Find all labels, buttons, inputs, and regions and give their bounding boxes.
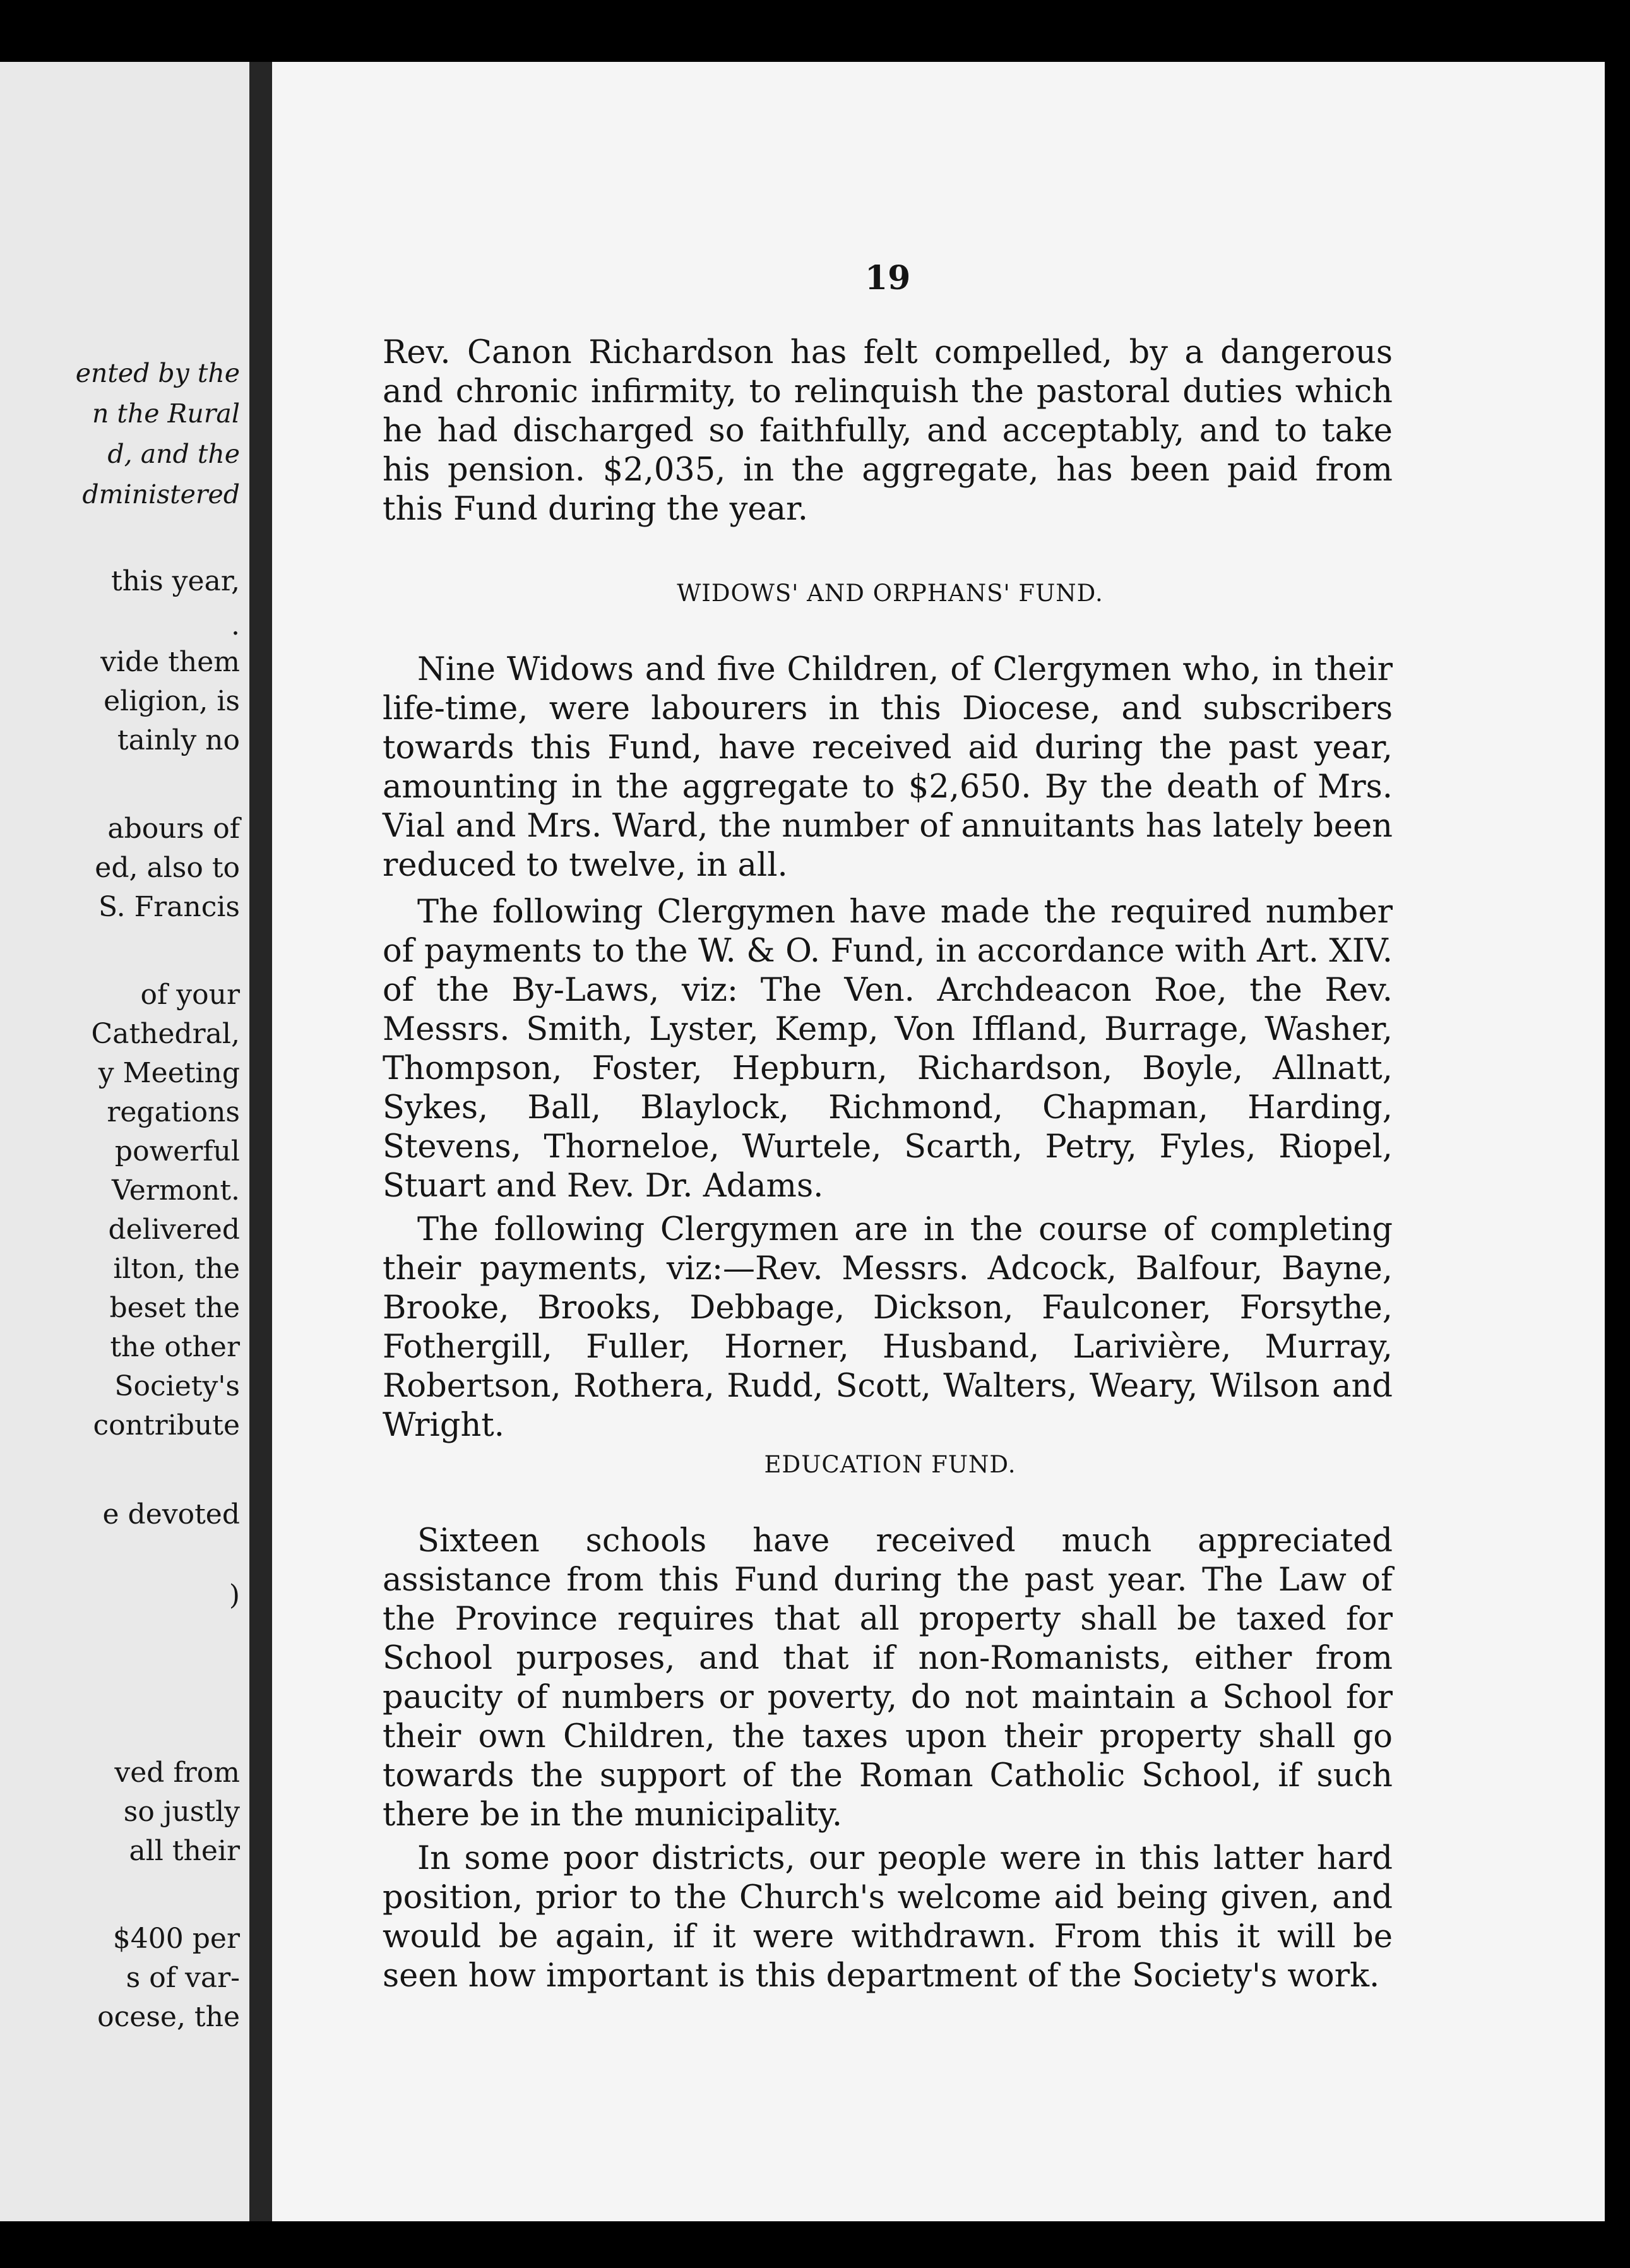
left-page-line: d, and the	[107, 439, 240, 469]
left-page-line: ented by the	[75, 358, 240, 388]
left-page	[0, 62, 249, 2221]
book-gutter	[249, 62, 272, 2221]
left-page-line: delivered	[108, 1214, 240, 1246]
left-page-line: beset the	[109, 1292, 240, 1324]
left-page-line: eligion, is	[104, 685, 240, 717]
left-page-line: all their	[129, 1835, 240, 1867]
left-page-line: s of var-	[126, 1962, 240, 1994]
left-page-line: powerful	[114, 1135, 240, 1167]
left-page-line: vide them	[100, 646, 240, 678]
left-page-line: of your	[140, 979, 240, 1011]
page-number: 19	[865, 259, 911, 297]
left-page-line: e devoted	[102, 1498, 240, 1531]
heading-widows-orphans-fund: WIDOWS' AND ORPHANS' FUND.	[677, 580, 1104, 607]
left-page-line: ocese, the	[97, 2001, 240, 2033]
left-page-line: $400 per	[112, 1923, 240, 1955]
paragraph-completing-payments: The following Clergymen are in the course of completing their payments, viz:—Rev. Messrs. Adcock, Balfour, Bayne, Brooke, Brooks, Debbage, Dickson, Faulconer, Forsythe, Fothergill, Fuller, Horner, Husband, Larivière, Murray, Robertson, Rothera, Rudd, Scott, Walters, Weary, Wilson and Wright.	[383, 1211, 1393, 1444]
left-page-line: Society's	[114, 1370, 240, 1402]
left-page-line: abours of	[107, 813, 240, 845]
paragraph-widows: Nine Widows and five Children, of Clergymen who, in their life-time, were labourers in this Diocese, and subscribers towards this Fund, have received aid during the past year, amounting in the aggregate to $2,650. By the death of Mrs. Vial and Mrs. Ward, the number of annuitants has lately been reduced to twelve, in all.	[383, 651, 1393, 884]
left-page-line: tainly no	[117, 724, 240, 756]
paragraph-poor-districts: In some poor districts, our people were in this latter hard position, prior to the Church's welcome aid being given, and would be again, if it were withdrawn. From this it will be seen how important is this department of the Society's work.	[383, 1840, 1393, 1995]
left-page-line: the other	[110, 1331, 240, 1363]
left-page-line: n the Rural	[92, 398, 240, 429]
left-page-line: dministered	[82, 479, 240, 510]
left-page-line: regations	[107, 1096, 240, 1128]
left-page-line: Vermont.	[111, 1174, 240, 1207]
left-page-line: y Meeting	[98, 1057, 240, 1089]
heading-education-fund: EDUCATION FUND.	[764, 1451, 1016, 1478]
left-page-line: )	[229, 1579, 240, 1611]
left-page-line: this year,	[111, 565, 240, 597]
left-page-line: ilton, the	[113, 1253, 240, 1285]
left-page-line: Cathedral,	[91, 1018, 240, 1050]
paragraph-education: Sixteen schools have received much appreciated assistance from this Fund during the past year. The Law of the Province requires that all property shall be taxed for School purposes, and that if non-Romanists, either from paucity of numbers or poverty, do not maintain a School for their own Children, the taxes upon their property shall go towards the support of the Roman Catholic School, if such there be in the municipality.	[383, 1522, 1393, 1834]
left-page-line: .	[231, 609, 240, 642]
left-page-line: ed, also to	[95, 852, 240, 884]
scan-border	[1605, 62, 1630, 2221]
left-page-line: contribute	[93, 1409, 240, 1441]
paragraph-canon-richardson: Rev. Canon Richardson has felt compelled, by a dangerous and chronic infirmity, to relinquish the pastoral duties which he had discharged so faithfully, and acceptably, and to take his pension. $2,035, in the aggregate, has been paid from this Fund during the year.	[383, 334, 1393, 528]
paragraph-required-payments: The following Clergymen have made the required number of payments to the W. & O. Fund, in accordance with Art. XIV. of the By-Laws, viz: The Ven. Archdeacon Roe, the Rev. Messrs. Smith, Lyster, Kemp, Von Iffland, Burrage, Washer, Thompson, Foster, Hepburn, Richardson, Boyle, Allnatt, Sykes, Ball, Blaylock, Richmond, Chapman, Harding, Stevens, Thorneloe, Wurtele, Scarth, Petry, Fyles, Riopel, Stuart and Rev. Dr. Adams.	[383, 893, 1393, 1205]
left-page-line: S. Francis	[98, 891, 240, 923]
left-page-line: so justly	[123, 1796, 240, 1828]
left-page-line: ved from	[114, 1757, 240, 1789]
